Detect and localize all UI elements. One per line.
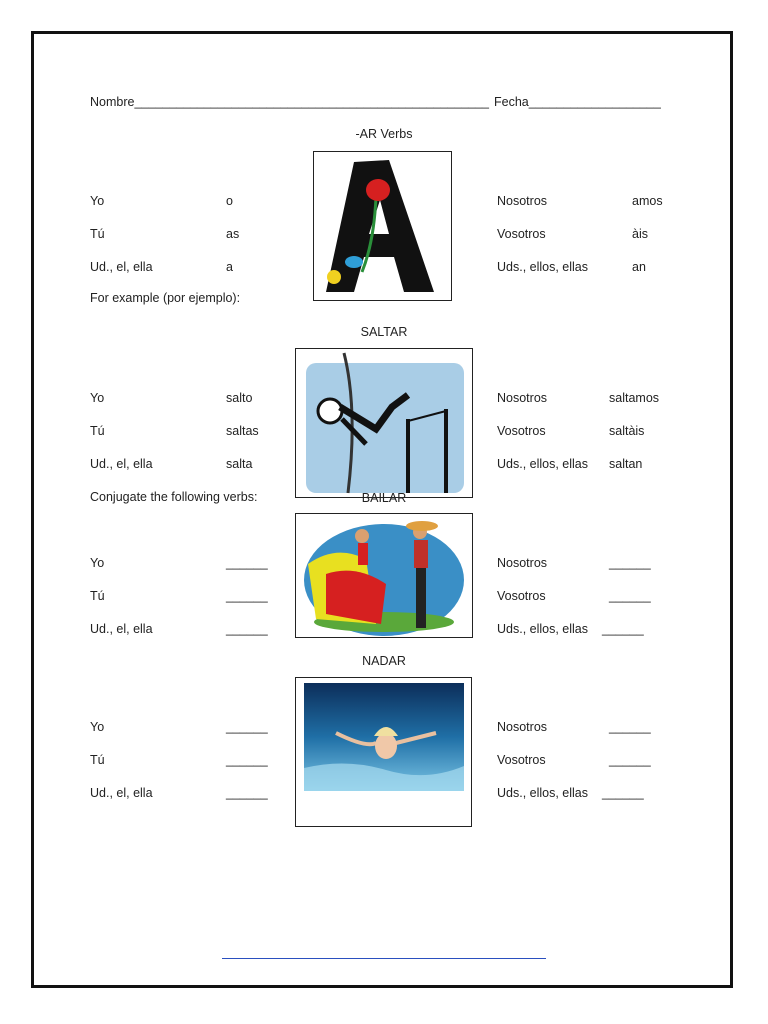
row-label: Tú [90, 589, 105, 603]
row-label-plural: Vosotros [497, 589, 546, 603]
row-value: as [226, 227, 240, 241]
footer-hyperlink-line[interactable] [222, 958, 546, 959]
answer-blank[interactable]: ______ [609, 720, 651, 734]
fecha-field[interactable]: Fecha___________________ [494, 95, 661, 109]
answer-blank[interactable]: ______ [226, 720, 268, 734]
answer-blank[interactable]: ______ [226, 622, 268, 636]
row-label-plural: Uds., ellos, ellas [497, 622, 589, 636]
row-label: Tú [90, 424, 105, 438]
pole-vault-icon [295, 348, 473, 498]
row-label: Yo [90, 194, 105, 208]
answer-blank[interactable]: ______ [226, 556, 268, 570]
row-label-plural: Vosotros [497, 424, 546, 438]
answer-blank[interactable]: ______ [602, 622, 644, 636]
row-value: a [226, 260, 233, 274]
section-title-ar-verbs: -AR Verbs [355, 127, 413, 141]
row-label: Ud., el, ella [90, 786, 153, 800]
answer-blank[interactable]: ______ [609, 556, 651, 570]
row-label: Ud., el, ella [90, 260, 153, 274]
row-label: Yo [90, 556, 105, 570]
section-title-bailar: BAILAR [361, 491, 407, 505]
row-value: salta [226, 457, 253, 471]
answer-blank[interactable]: ______ [602, 786, 644, 800]
row-label: Ud., el, ella [90, 457, 153, 471]
letter-a-flower-icon [313, 151, 452, 301]
row-label-plural: Nosotros [497, 556, 548, 570]
row-value: salto [226, 391, 253, 405]
example-label: For example (por ejemplo): [90, 291, 241, 305]
row-value-plural: saltamos [609, 391, 660, 405]
row-label-plural: Nosotros [497, 194, 548, 208]
row-label-plural: Vosotros [497, 753, 546, 767]
row-label-plural: Uds., ellos, ellas [497, 786, 589, 800]
answer-blank[interactable]: ______ [609, 589, 651, 603]
nombre-field[interactable]: Nombre___________________________________________________ [90, 95, 490, 109]
row-value-plural: amos [632, 194, 663, 208]
row-value-plural: saltàis [609, 424, 645, 438]
answer-blank[interactable]: ______ [226, 589, 268, 603]
row-label: Tú [90, 753, 105, 767]
answer-blank[interactable]: ______ [609, 753, 651, 767]
row-label: Yo [90, 391, 105, 405]
row-value-plural: an [632, 260, 646, 274]
row-label-plural: Nosotros [497, 720, 548, 734]
answer-blank[interactable]: ______ [226, 753, 268, 767]
row-value: saltas [226, 424, 259, 438]
section-title-nadar: NADAR [362, 654, 406, 668]
folk-dancers-icon [295, 513, 473, 638]
row-label-plural: Uds., ellos, ellas [497, 260, 589, 274]
row-label: Ud., el, ella [90, 622, 153, 636]
row-label: Yo [90, 720, 105, 734]
row-value-plural: saltan [609, 457, 643, 471]
row-label-plural: Vosotros [497, 227, 546, 241]
row-label: Tú [90, 227, 105, 241]
row-label-plural: Uds., ellos, ellas [497, 457, 589, 471]
answer-blank[interactable]: ______ [226, 786, 268, 800]
instructions-label: Conjugate the following verbs: [90, 490, 258, 504]
row-value-plural: àis [632, 227, 648, 241]
row-label-plural: Nosotros [497, 391, 548, 405]
swimmer-photo-icon [295, 677, 472, 827]
section-title-saltar: SALTAR [360, 325, 408, 339]
row-value: o [226, 194, 233, 208]
